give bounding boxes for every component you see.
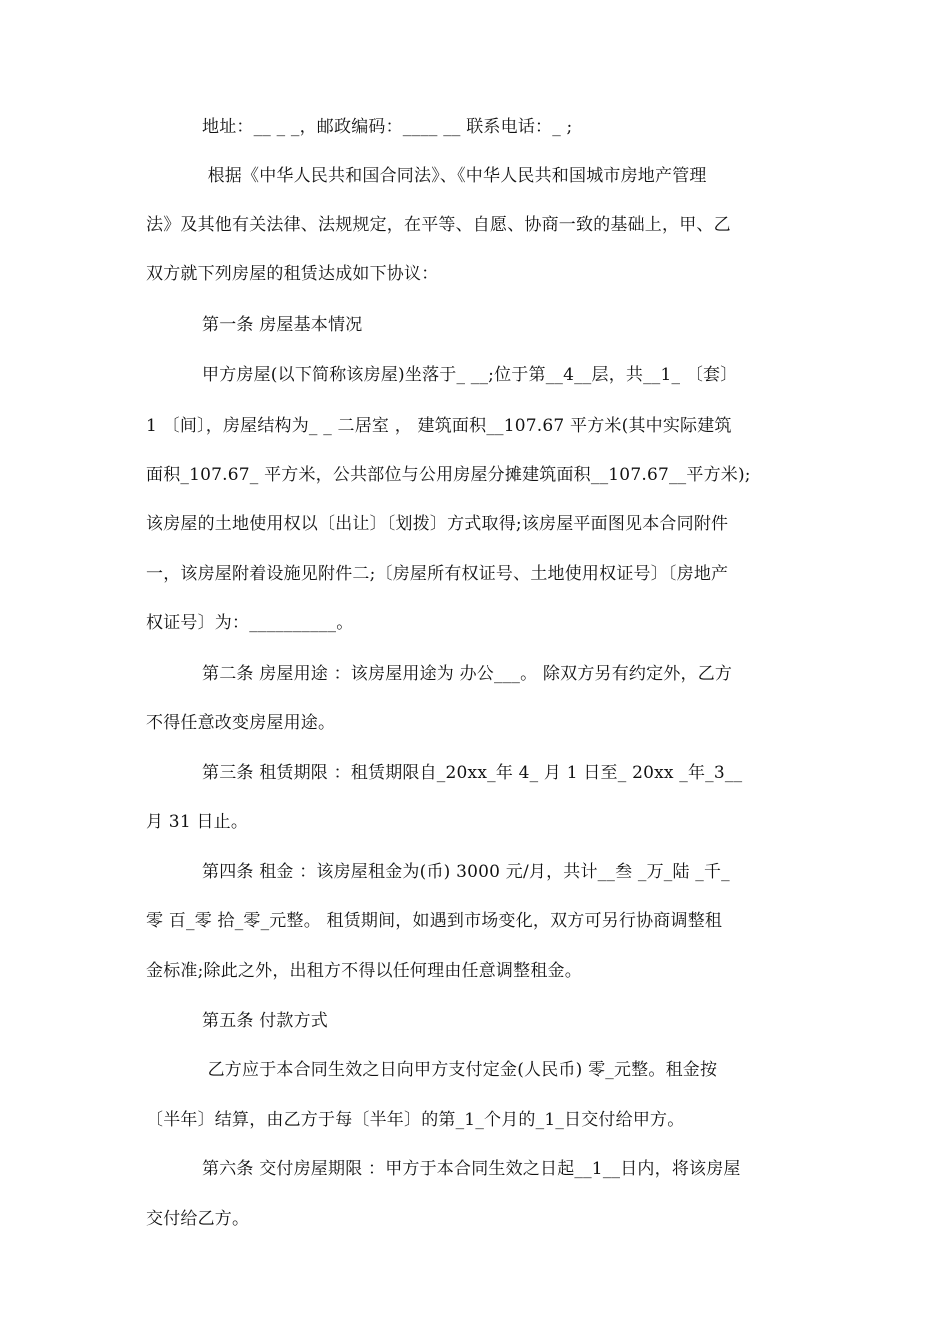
article-2-line-2: 不得任意改变房屋用途。 [146,713,336,733]
article-4-line-3: 金标准;除此之外，出租方不得以任何理由任意调整租金。 [146,961,582,981]
article-3-line-1: 第三条 租赁期限 ：租赁期限自_20xx_年 4_ 月 1 日至_ 20xx _年_3__ [202,763,743,783]
article-2-line-1: 第二条 房屋用途 ：该房屋用途为 办公___。 除双方另有约定外，乙方 [202,664,733,684]
article-3-line-2: 月 31 日止。 [146,812,249,832]
article-6-line-1: 第六条 交付房屋期限 ：甲方于本合同生效之日起__1__日内，将该房屋 [202,1159,741,1179]
preamble-line-1: 根据《中华人民共和国合同法》、《中华人民共和国城市房地产管理 [202,166,707,186]
article-1-line-5: 一，该房屋附着设施见附件二;〔房屋所有权证号、土地使用权证号〕〔房地产 [146,564,729,584]
article-4-line-1: 第四条 租金 ：该房屋租金为(币) 3000 元/月，共计__叁 _万_陆 _千_ [202,862,730,882]
article-5-line-1: 乙方应于本合同生效之日向甲方支付定金(人民币) 零_元整。租金按 [202,1060,718,1080]
address-line: 地址：__ _ _，邮政编码：____ __ 联系电话：_ ; [202,117,573,137]
article-6-line-2: 交付给乙方。 [146,1209,250,1229]
article-1-line-1: 甲方房屋(以下简称该房屋)坐落于_ __;位于第__4__层，共__1_ 〔套〕 [202,365,738,385]
article-1-line-3: 面积_107.67_ 平方米，公共部位与公用房屋分摊建筑面积__107.67__平方米); [146,465,751,485]
preamble-line-3: 双方就下列房屋的租赁达成如下协议： [146,264,439,284]
article-1-line-4: 该房屋的土地使用权以〔出让〕〔划拨〕方式取得;该房屋平面图见本合同附件 [146,514,729,534]
article-1-line-2: 1 〔间〕，房屋结构为_ _ 二居室 ， 建筑面积__107.67 平方米(其中实际建筑 [146,416,732,436]
article-1-line-6: 权证号〕为：__________。 [146,613,354,633]
article-1-heading: 第一条 房屋基本情况 [202,315,363,335]
article-5-line-2: 〔半年〕结算，由乙方于每〔半年〕的第_1_个月的_1_日交付给甲方。 [146,1110,685,1130]
article-5-heading: 第五条 付款方式 [202,1011,329,1031]
preamble-line-2: 法》及其他有关法律、法规规定，在平等、自愿、协商一致的基础上，甲、乙 [146,215,731,235]
article-4-line-2: 零 百_零 拾_零_元整。 租赁期间，如遇到市场变化，双方可另行协商调整租 [146,911,723,931]
